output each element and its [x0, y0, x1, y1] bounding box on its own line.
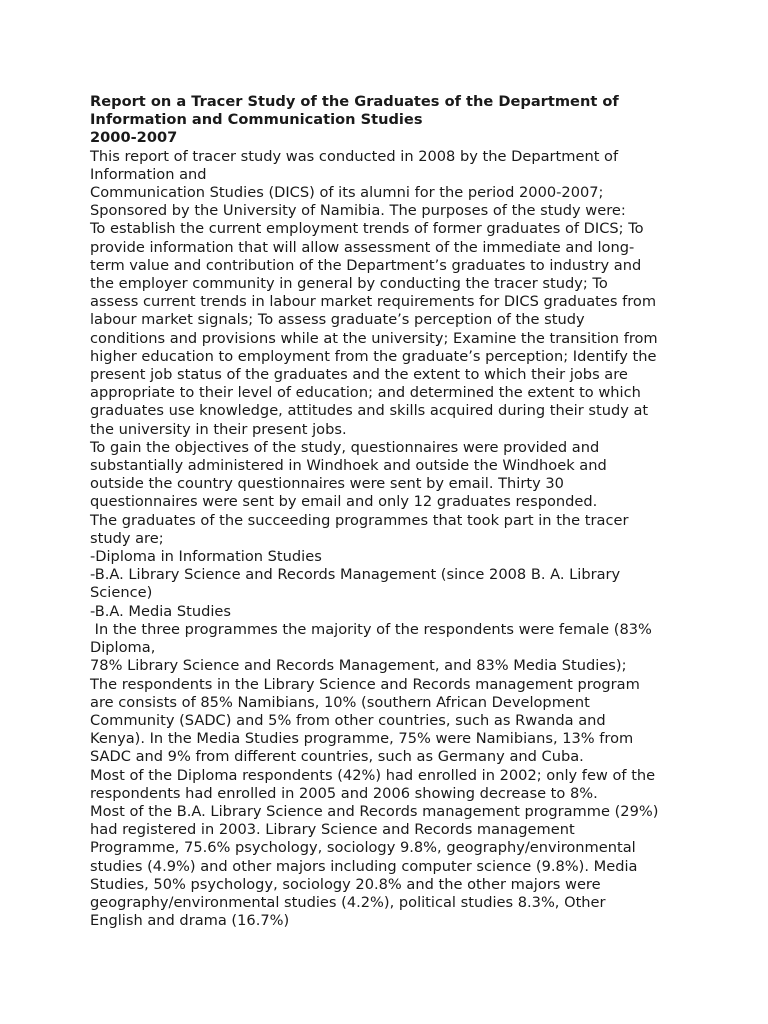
- title-line: Report on a Tracer Study of the Graduates of the Department of: [90, 93, 619, 110]
- body-line: study are;: [90, 529, 164, 547]
- body-line: Diploma,: [90, 639, 156, 657]
- body-line: conditions and provisions while at the university; Examine the transition from: [90, 329, 658, 347]
- body-line: Sponsored by the University of Namibia. The purposes of the study were:: [90, 202, 626, 220]
- body-line: higher education to employment from the graduate’s perception; Identify the: [90, 347, 657, 365]
- body-line: Kenya). In the Media Studies programme, 75% were Namibians, 13% from: [90, 730, 634, 748]
- body-line: questionnaires were sent by email and only 12 graduates responded.: [90, 493, 598, 511]
- body-line: -Diploma in Information Studies: [90, 548, 322, 566]
- body-line: -B.A. Media Studies: [90, 602, 232, 620]
- body-line: Most of the B.A. Library Science and Records management programme (29%): [90, 802, 659, 820]
- body-line: labour market signals; To assess graduate’s perception of the study: [90, 311, 585, 329]
- body-line: substantially administered in Windhoek and outside the Windhoek and: [90, 457, 607, 475]
- body-line: -B.A. Library Science and Records Management (since 2008 B. A. Library: [90, 566, 621, 584]
- body-line: respondents had enrolled in 2005 and 2006 showing decrease to 8%.: [90, 784, 598, 802]
- body-line: Most of the Diploma respondents (42%) had enrolled in 2002; only few of the: [90, 766, 656, 784]
- body-line: are consists of 85% Namibians, 10% (southern African Development: [90, 693, 590, 711]
- body-line: SADC and 9% from different countries, such as Germany and Cuba.: [90, 748, 584, 766]
- body-line: the university in their present jobs.: [90, 420, 347, 438]
- body-line: had registered in 2003. Library Science and Records management: [90, 821, 575, 839]
- body-line: To gain the objectives of the study, questionnaires were provided and: [90, 438, 600, 456]
- document-page: [90, 93, 690, 930]
- body-line: Community (SADC) and 5% from other countries, such as Rwanda and: [90, 711, 606, 729]
- body-line: 78% Library Science and Records Management, and 83% Media Studies);: [90, 657, 627, 675]
- report-title: [90, 93, 690, 148]
- body-line: provide information that will allow assessment of the immediate and long-: [90, 238, 635, 256]
- body-line: Studies, 50% psychology, sociology 20.8% and the other majors were: [90, 875, 601, 893]
- body-line: The respondents in the Library Science and Records management program: [90, 675, 640, 693]
- body-line: geography/environmental studies (4.2%), political studies 8.3%, Other: [90, 893, 606, 911]
- body-line: Programme, 75.6% psychology, sociology 9.8%, geography/environmental: [90, 839, 636, 857]
- title-line: 2000-2007: [90, 129, 178, 147]
- report-body: [90, 148, 690, 931]
- body-line: This report of tracer study was conducted in 2008 by the Department of: [90, 147, 619, 165]
- body-line: Science): [90, 584, 153, 602]
- body-line: term value and contribution of the Department’s graduates to industry and: [90, 256, 642, 274]
- body-line: The graduates of the succeeding programmes that took part in the tracer: [90, 511, 629, 529]
- body-line: English and drama (16.7%): [90, 912, 290, 930]
- body-line: Information and: [90, 165, 207, 183]
- body-line: Communication Studies (DICS) of its alumni for the period 2000-2007;: [90, 184, 604, 202]
- title-line: Information and Communication Studies: [90, 111, 423, 129]
- body-line: appropriate to their level of education; and determined the extent to which: [90, 384, 641, 402]
- body-line: studies (4.9%) and other majors including computer science (9.8%). Media: [90, 857, 638, 875]
- body-line: the employer community in general by conducting the tracer study; To: [90, 275, 608, 293]
- body-line: In the three programmes the majority of the respondents were female (83%: [90, 620, 652, 638]
- body-line: assess current trends in labour market requirements for DICS graduates from: [90, 293, 657, 311]
- body-line: graduates use knowledge, attitudes and skills acquired during their study at: [90, 402, 649, 420]
- body-line: outside the country questionnaires were sent by email. Thirty 30: [90, 475, 564, 493]
- body-line: To establish the current employment trends of former graduates of DICS; To: [90, 220, 644, 238]
- body-line: present job status of the graduates and the extent to which their jobs are: [90, 366, 628, 384]
